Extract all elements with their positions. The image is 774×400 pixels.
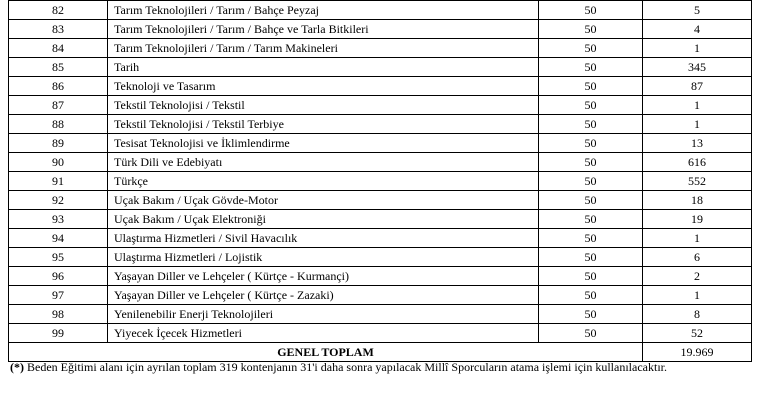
row-number: 87 bbox=[9, 96, 108, 115]
quota-value: 50 bbox=[539, 172, 643, 191]
row-number: 97 bbox=[9, 286, 108, 305]
footnote-text: Beden Eğitimi alanı için ayrılan toplam 319 kontenjanın 31'i daha sonra yapılacak Millî Sporcuların atama işlemi için kullanılacaktır. bbox=[24, 360, 667, 374]
total-label: GENEL TOPLAM bbox=[9, 343, 643, 362]
quota-table bbox=[8, 0, 752, 362]
row-number: 99 bbox=[9, 324, 108, 343]
field-name: Tarım Teknolojileri / Tarım / Bahçe Peyzaj bbox=[108, 1, 539, 20]
quota-value: 50 bbox=[539, 1, 643, 20]
quota-value: 50 bbox=[539, 191, 643, 210]
row-number: 85 bbox=[9, 58, 108, 77]
table-row bbox=[9, 58, 752, 77]
quota-value: 50 bbox=[539, 115, 643, 134]
count-value: 4 bbox=[643, 20, 752, 39]
row-number: 98 bbox=[9, 305, 108, 324]
row-number: 82 bbox=[9, 1, 108, 20]
count-value: 552 bbox=[643, 172, 752, 191]
quota-value: 50 bbox=[539, 96, 643, 115]
field-name: Tarih bbox=[108, 58, 539, 77]
count-value: 2 bbox=[643, 267, 752, 286]
count-value: 616 bbox=[643, 153, 752, 172]
table-row bbox=[9, 77, 752, 96]
table-body bbox=[9, 1, 752, 343]
table-row bbox=[9, 191, 752, 210]
table-row bbox=[9, 134, 752, 153]
field-name: Ulaştırma Hizmetleri / Lojistik bbox=[108, 248, 539, 267]
table-row bbox=[9, 172, 752, 191]
row-number: 95 bbox=[9, 248, 108, 267]
quota-value: 50 bbox=[539, 229, 643, 248]
quota-value: 50 bbox=[539, 324, 643, 343]
quota-value: 50 bbox=[539, 77, 643, 96]
count-value: 19 bbox=[643, 210, 752, 229]
quota-value: 50 bbox=[539, 248, 643, 267]
count-value: 1 bbox=[643, 96, 752, 115]
table-row bbox=[9, 267, 752, 286]
row-number: 86 bbox=[9, 77, 108, 96]
row-number: 94 bbox=[9, 229, 108, 248]
row-number: 91 bbox=[9, 172, 108, 191]
field-name: Ulaştırma Hizmetleri / Sivil Havacılık bbox=[108, 229, 539, 248]
table-row bbox=[9, 39, 752, 58]
row-number: 89 bbox=[9, 134, 108, 153]
table-row bbox=[9, 229, 752, 248]
row-number: 96 bbox=[9, 267, 108, 286]
table-row bbox=[9, 20, 752, 39]
table-row bbox=[9, 115, 752, 134]
field-name: Teknoloji ve Tasarım bbox=[108, 77, 539, 96]
field-name: Yaşayan Diller ve Lehçeler ( Kürtçe - Zazaki) bbox=[108, 286, 539, 305]
quota-value: 50 bbox=[539, 305, 643, 324]
table-row bbox=[9, 1, 752, 20]
quota-value: 50 bbox=[539, 286, 643, 305]
field-name: Tarım Teknolojileri / Tarım / Tarım Makineleri bbox=[108, 39, 539, 58]
count-value: 13 bbox=[643, 134, 752, 153]
field-name: Tesisat Teknolojisi ve İklimlendirme bbox=[108, 134, 539, 153]
count-value: 1 bbox=[643, 39, 752, 58]
count-value: 1 bbox=[643, 286, 752, 305]
field-name: Yenilenebilir Enerji Teknolojileri bbox=[108, 305, 539, 324]
table-row bbox=[9, 248, 752, 267]
count-value: 18 bbox=[643, 191, 752, 210]
field-name: Uçak Bakım / Uçak Gövde-Motor bbox=[108, 191, 539, 210]
field-name: Türkçe bbox=[108, 172, 539, 191]
total-value: 19.969 bbox=[643, 343, 752, 362]
field-name: Yaşayan Diller ve Lehçeler ( Kürtçe - Kurmançi) bbox=[108, 267, 539, 286]
count-value: 52 bbox=[643, 324, 752, 343]
field-name: Yiyecek İçecek Hizmetleri bbox=[108, 324, 539, 343]
field-name: Türk Dili ve Edebiyatı bbox=[108, 153, 539, 172]
count-value: 1 bbox=[643, 115, 752, 134]
table-row bbox=[9, 153, 752, 172]
row-number: 90 bbox=[9, 153, 108, 172]
quota-value: 50 bbox=[539, 153, 643, 172]
field-name: Uçak Bakım / Uçak Elektroniği bbox=[108, 210, 539, 229]
field-name: Tekstil Teknolojisi / Tekstil bbox=[108, 96, 539, 115]
row-number: 93 bbox=[9, 210, 108, 229]
count-value: 6 bbox=[643, 248, 752, 267]
field-name: Tarım Teknolojileri / Tarım / Bahçe ve Tarla Bitkileri bbox=[108, 20, 539, 39]
table-row bbox=[9, 96, 752, 115]
count-value: 1 bbox=[643, 229, 752, 248]
row-number: 88 bbox=[9, 115, 108, 134]
total-row bbox=[9, 343, 752, 362]
quota-value: 50 bbox=[539, 210, 643, 229]
footnote bbox=[10, 360, 746, 375]
quota-value: 50 bbox=[539, 58, 643, 77]
footnote-mark: (*) bbox=[10, 360, 24, 374]
field-name: Tekstil Teknolojisi / Tekstil Terbiye bbox=[108, 115, 539, 134]
quota-value: 50 bbox=[539, 134, 643, 153]
table-row bbox=[9, 305, 752, 324]
table-row bbox=[9, 324, 752, 343]
table-row bbox=[9, 210, 752, 229]
count-value: 87 bbox=[643, 77, 752, 96]
count-value: 8 bbox=[643, 305, 752, 324]
table-row bbox=[9, 286, 752, 305]
count-value: 345 bbox=[643, 58, 752, 77]
quota-value: 50 bbox=[539, 267, 643, 286]
row-number: 92 bbox=[9, 191, 108, 210]
row-number: 83 bbox=[9, 20, 108, 39]
quota-value: 50 bbox=[539, 20, 643, 39]
count-value: 5 bbox=[643, 1, 752, 20]
quota-value: 50 bbox=[539, 39, 643, 58]
row-number: 84 bbox=[9, 39, 108, 58]
